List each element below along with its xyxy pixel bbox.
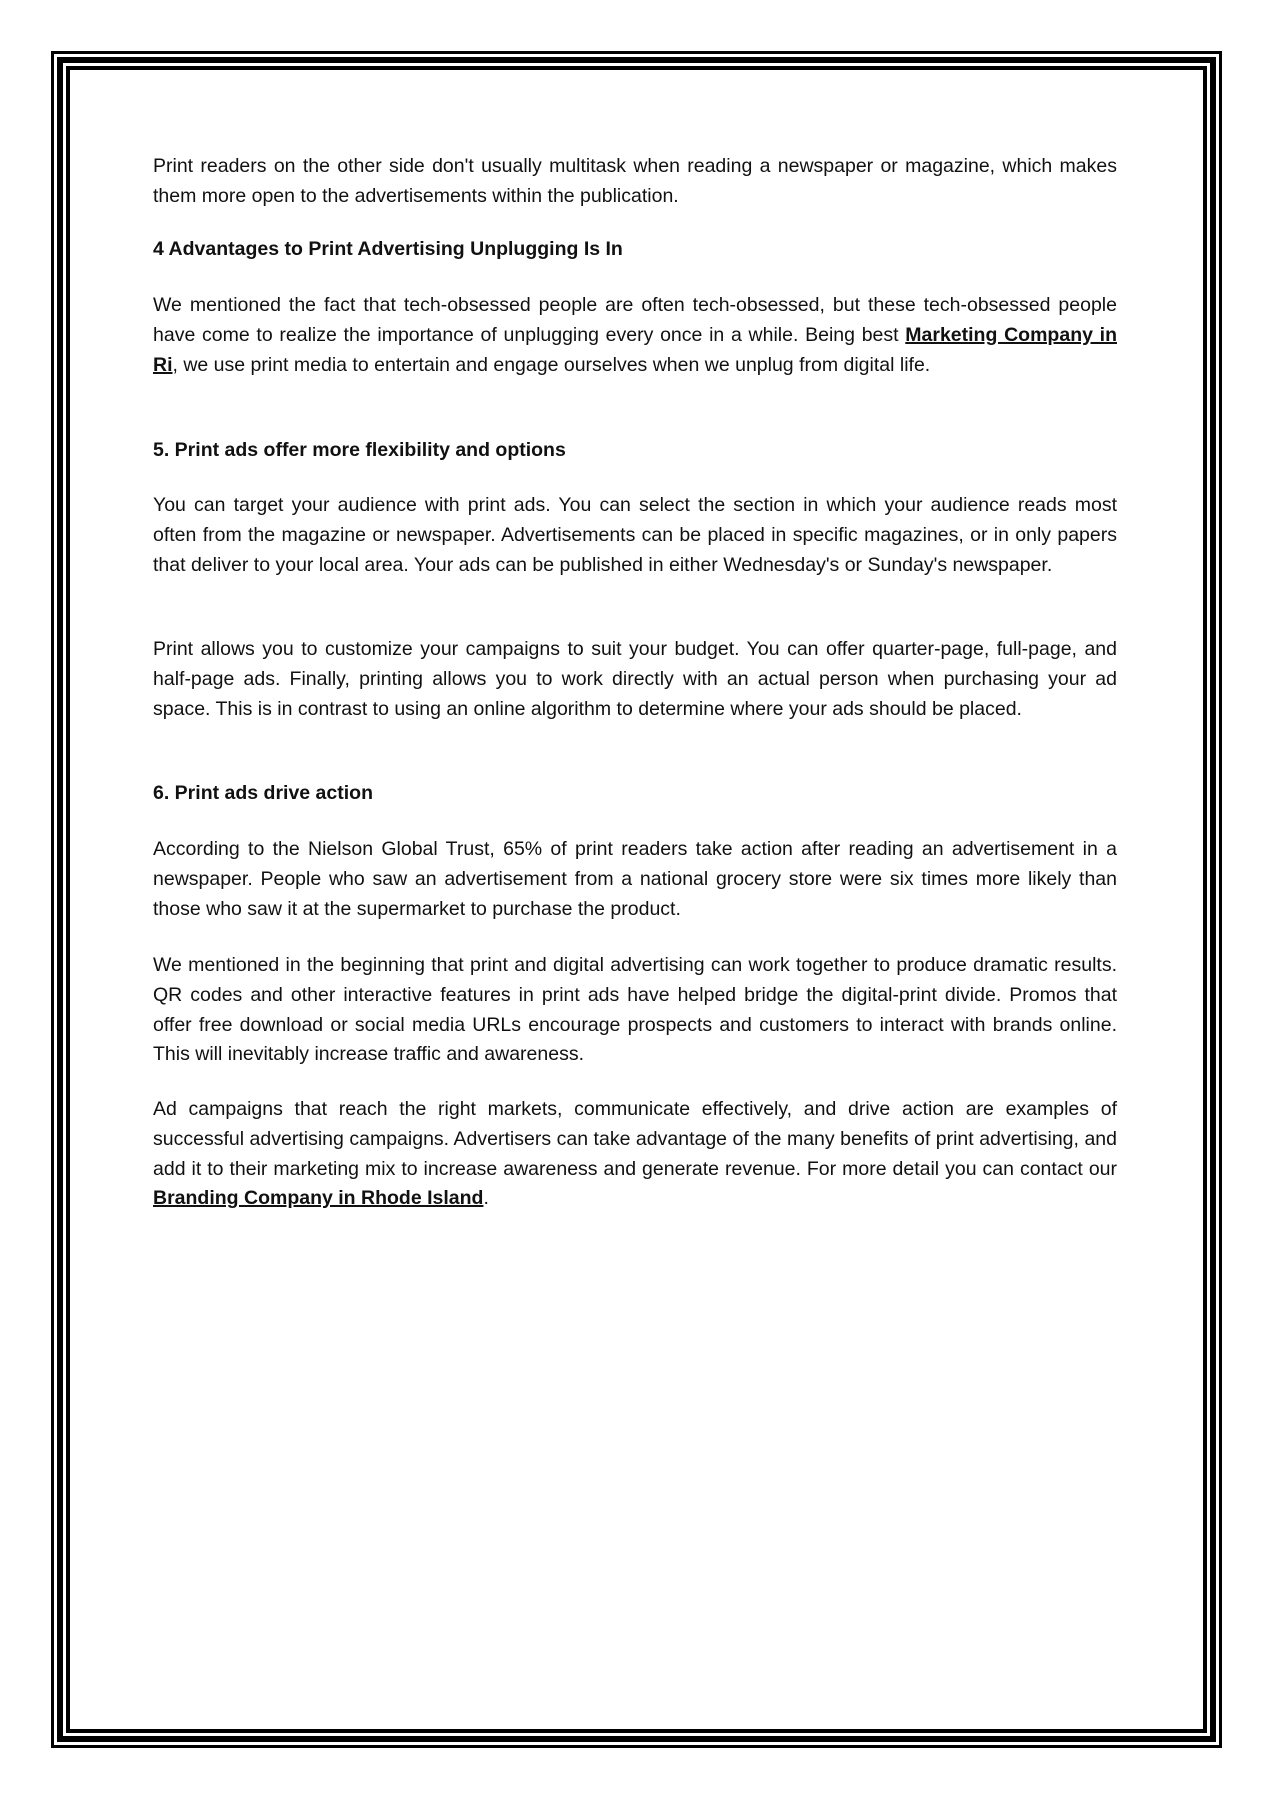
paragraph-print-digital: We mentioned in the beginning that print and digital advertising can work together to produce dramatic results. QR codes and other interactive features in print ads have helped bridge the digital-print divide. Promos that offer free download or social media URLs encourage prospects and customers to interact with brands online. This will inevitably increase traffic and awareness. (153, 954, 1117, 1066)
text: Ad campaigns that reach the right markets, communicate effectively, and drive action are examples of successful advertising campaigns. Advertisers can take advantage of the many benefits of print advertising, and add it to their marketing mix to increase awareness and generate revenue. For more detail you can contact our (153, 1098, 1117, 1180)
heading-drive-action: 6. Print ads drive action (153, 782, 373, 804)
marketing-company-link[interactable]: Marketing Company in Ri (153, 323, 1117, 376)
paragraph-print-readers: Print readers on the other side don't usually multitask when reading a newspaper or magazine, which makes them more open to the advertisements within the publication. (153, 155, 1117, 207)
paragraph-unplugging (153, 291, 1117, 380)
heading-unplugging: 4 Advantages to Print Advertising Unplugging Is In (153, 238, 623, 260)
heading-flexibility: 5. Print ads offer more flexibility and options (153, 439, 566, 461)
text: We mentioned the fact that tech-obsessed people are often tech-obsessed, but these tech-obsessed people have come to realize the importance of unplugging every once in a while. Being best (153, 294, 1117, 346)
paragraph-conclusion (153, 1095, 1117, 1214)
branding-company-link[interactable]: Branding Company in Rhode Island (153, 1187, 484, 1210)
paragraph-budget: Print allows you to customize your campaigns to suit your budget. You can offer quarter-page, full-page, and half-page ads. Finally, printing allows you to work directly with an actual person when purchasing your ad space. This is in contrast to using an online algorithm to determine where your ads should be placed. (153, 638, 1117, 720)
text: , we use print media to entertain and engage ourselves when we unplug from digital life. (172, 353, 931, 376)
text: . (483, 1187, 489, 1210)
paragraph-target-audience: You can target your audience with print ads. You can select the section in which your audience reads most often from the magazine or newspaper. Advertisements can be placed in specific magazines, or in only papers that deliver to your local area. Your ads can be published in either Wednesday's or Sunday's newspaper. (153, 494, 1117, 576)
paragraph-nielson: According to the Nielson Global Trust, 65% of print readers take action after reading an advertisement in a newspaper. People who saw an advertisement from a national grocery store were six times more likely than those who saw it at the supermarket to purchase the product. (153, 838, 1117, 920)
